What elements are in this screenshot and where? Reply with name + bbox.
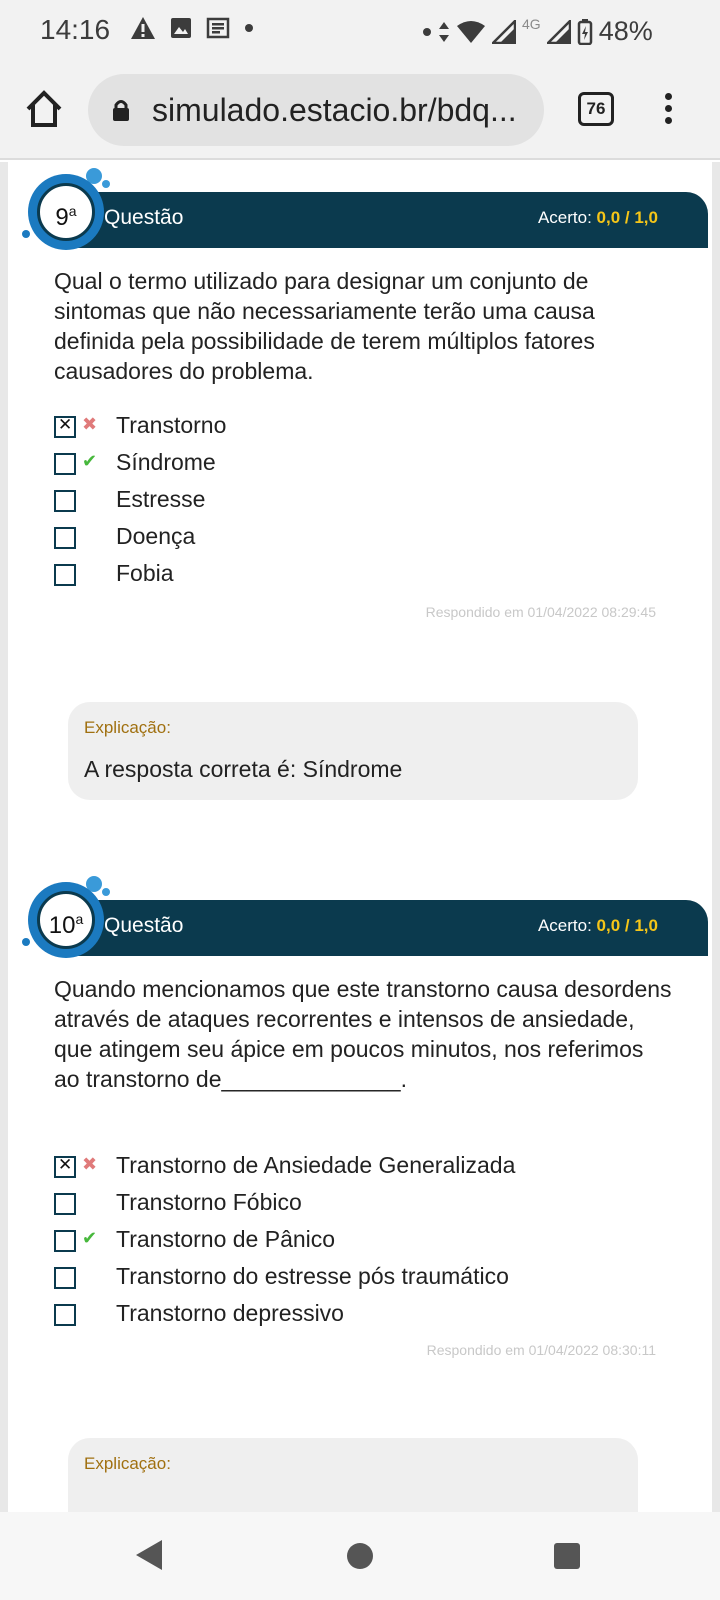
answer-options	[54, 412, 674, 597]
checkbox[interactable]	[54, 1267, 76, 1289]
question-text: Quando mencionamos que este transtorno causa desordens através de ataques recorrentes e intensos de ansiedade, que atingem seu ápice em poucos minutos, nos referimos ao transtorno de______________.	[54, 976, 672, 1092]
question-header	[24, 900, 708, 956]
battery-icon	[577, 19, 593, 45]
status-time: 14:16	[40, 14, 111, 45]
checkbox[interactable]	[54, 1230, 76, 1252]
score: Acerto: 0,0 / 1,0	[537, 916, 658, 935]
answer-options	[54, 1152, 674, 1337]
answer-option[interactable]: Doença	[54, 523, 674, 560]
answer-option[interactable]: ✔ Transtorno de Pânico	[54, 1226, 674, 1263]
answer-option[interactable]: Transtorno Fóbico	[54, 1189, 674, 1226]
score: Acerto: 0,0 / 1,0	[537, 208, 658, 227]
answer-option[interactable]: ✔ Síndrome	[54, 449, 674, 486]
checkbox[interactable]	[54, 490, 76, 512]
answer-option[interactable]: Transtorno depressivo	[54, 1300, 674, 1337]
signal-icon	[492, 20, 516, 44]
question-number-badge: 10$^a$	[24, 876, 114, 966]
question-title: Questão	[104, 914, 184, 937]
answer-option[interactable]: ✕ ✖ Transtorno de Ansiedade Generalizada	[54, 1152, 674, 1189]
answered-timestamp: Respondido em 01/04/2022 08:29:45	[425, 604, 656, 620]
status-bar	[0, 0, 720, 62]
checkbox[interactable]	[54, 1156, 76, 1178]
explanation-box	[68, 1438, 638, 1512]
home-circle-icon[interactable]	[347, 1543, 373, 1569]
lock-icon	[112, 98, 130, 122]
url-text: simulado.estacio.br/bdq...	[152, 92, 517, 128]
explanation-label: Explicação:	[84, 1454, 171, 1473]
signal-icon	[547, 20, 571, 44]
checkbox[interactable]	[54, 453, 76, 475]
quiz-content	[0, 162, 720, 1512]
question-title: Questão	[104, 206, 184, 229]
tab-switcher-button[interactable]: 76	[578, 92, 614, 126]
answer-option[interactable]: Fobia	[54, 560, 674, 597]
recent-apps-icon[interactable]	[554, 1543, 580, 1569]
checkbox[interactable]	[54, 527, 76, 549]
answer-option[interactable]: Estresse	[54, 486, 674, 523]
warning-icon	[130, 16, 156, 40]
checkbox[interactable]	[54, 1193, 76, 1215]
explanation-label: Explicação:	[84, 718, 171, 737]
answered-timestamp: Respondido em 01/04/2022 08:30:11	[426, 1342, 656, 1358]
dot-icon	[244, 23, 254, 33]
question-header	[24, 192, 708, 248]
data-arrows-icon	[438, 20, 450, 44]
home-button[interactable]	[24, 89, 64, 129]
overflow-menu-icon[interactable]	[658, 90, 678, 130]
image-icon	[170, 17, 192, 39]
checkbox[interactable]	[54, 1304, 76, 1326]
checkbox[interactable]	[54, 416, 76, 438]
answer-option[interactable]: Transtorno do estresse pós traumático	[54, 1263, 674, 1300]
explanation-text: A resposta correta é: Síndrome	[84, 756, 403, 782]
network-type-label: 4G	[522, 15, 541, 32]
home-icon	[24, 89, 64, 129]
check-mark-icon: ✔	[82, 451, 98, 471]
explanation-box	[68, 702, 638, 800]
check-mark-icon: ✔	[82, 1228, 98, 1248]
news-icon	[206, 17, 230, 39]
wrong-mark-icon: ✖	[82, 414, 98, 434]
checkbox[interactable]	[54, 564, 76, 586]
address-bar[interactable]	[88, 74, 544, 146]
dot-icon	[422, 27, 432, 37]
question-text: Qual o termo utilizado para designar um conjunto de sintomas que não necessariamente terão uma causa definida pela possibilidade de terem múltiplos fatores causadores do problema.	[54, 268, 595, 384]
back-icon[interactable]	[136, 1540, 162, 1570]
system-navigation-bar	[0, 1512, 720, 1600]
wrong-mark-icon: ✖	[82, 1154, 98, 1174]
battery-percent: 48%	[598, 16, 653, 46]
wifi-icon	[456, 20, 486, 44]
answer-option[interactable]: ✕ ✖ Transtorno	[54, 412, 674, 449]
question-number-badge: 9$^a$	[24, 168, 114, 258]
browser-toolbar	[0, 62, 720, 160]
